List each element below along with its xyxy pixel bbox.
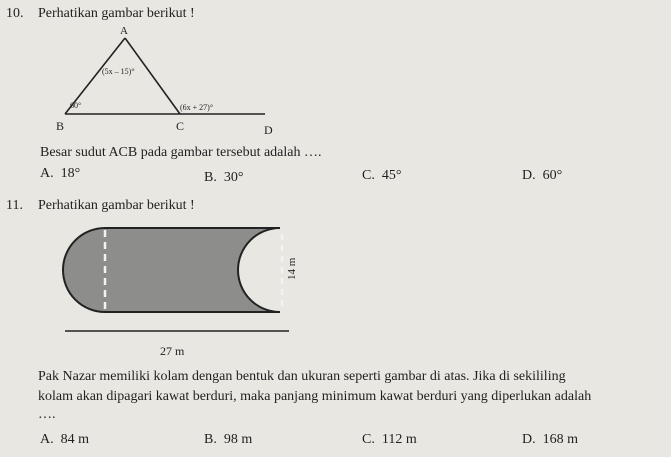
q11-question-line-3: …. — [38, 407, 56, 422]
q10-option-a[interactable] — [40, 166, 80, 182]
option-text: 60° — [542, 168, 563, 183]
q10-triangle-figure — [40, 22, 290, 142]
option-letter: C. — [362, 168, 375, 183]
option-text: 168 m — [542, 432, 579, 447]
vertex-a-label: A — [120, 25, 128, 37]
q11-option-a[interactable] — [40, 432, 89, 448]
option-letter: A. — [40, 166, 54, 181]
option-letter: A. — [40, 432, 54, 447]
angle-c-exterior-label: (6x + 27)° — [180, 103, 214, 112]
option-letter: D. — [522, 432, 536, 447]
q10-option-b[interactable] — [204, 170, 243, 186]
side-ac — [125, 38, 180, 114]
option-text: 84 m — [60, 432, 90, 447]
vertex-d-label: D — [264, 123, 273, 137]
angle-b-label: 60° — [70, 101, 82, 110]
q11-prompt: Perhatikan gambar berikut ! — [38, 198, 195, 213]
q11-question-line-1: Pak Nazar memiliki kolam dengan bentuk dan ukuran seperti gambar di atas. Jika di sekililing — [38, 369, 566, 384]
q10-question: Besar sudut ACB pada gambar tersebut adalah …. — [40, 145, 322, 160]
q11-option-c[interactable] — [362, 432, 417, 448]
option-letter: D. — [522, 168, 536, 183]
q11-pool-figure — [55, 222, 315, 362]
pool-shape — [63, 228, 280, 312]
q11-option-b[interactable] — [204, 432, 252, 448]
q11-question-line-2: kolam akan dipagari kawat berduri, maka panjang minimum kawat berduri yang diperlukan adalah — [38, 389, 592, 404]
option-letter: B. — [204, 432, 217, 447]
q10-option-c[interactable] — [362, 168, 401, 184]
option-letter: B. — [204, 170, 217, 185]
option-text: 98 m — [223, 432, 253, 447]
angle-a-label: (5x – 15)° — [102, 67, 135, 76]
option-text: 30° — [223, 170, 244, 185]
option-text: 112 m — [381, 432, 417, 447]
q10-number: 10. — [6, 6, 24, 21]
q10-option-d[interactable] — [522, 168, 562, 184]
height-label: 14 m — [286, 257, 298, 280]
option-text: 45° — [381, 168, 402, 183]
q11-option-d[interactable] — [522, 432, 578, 448]
q10-prompt: Perhatikan gambar berikut ! — [38, 6, 195, 21]
width-label: 27 m — [160, 344, 185, 358]
q11-number: 11. — [6, 198, 23, 213]
vertex-b-label: B — [56, 119, 65, 133]
option-letter: C. — [362, 432, 375, 447]
option-text: 18° — [60, 166, 81, 181]
vertex-c-label: C — [176, 119, 185, 133]
